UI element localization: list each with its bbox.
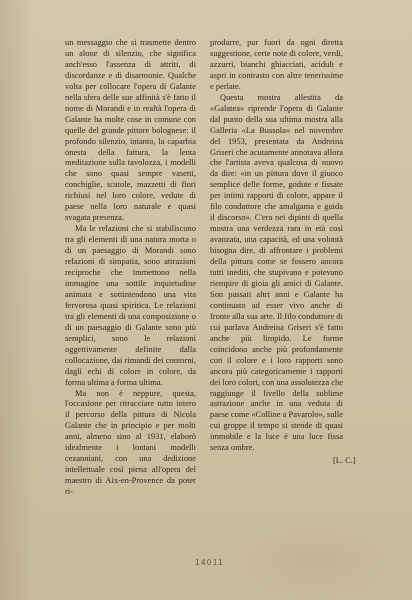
right-text-column <box>210 37 343 453</box>
page-number: 14011 <box>195 558 225 567</box>
paragraph: produrre, pur fuori da ogni diretta suggestione, certe note di colore, verdi, azzurri, bianchi ghiacciati, aciduli e aspri in contrasto con altre tenerissime e perlate. <box>210 37 343 91</box>
paragraph: Ma non è neppure, questa, l'occasione per ritracciare tutto intero il percorso della pittura di Nicola Galante che in principio e per molti anni, almeno sino al 1931, elaborò idealmente i lontani modelli cezanniani, con una dedizione intellettuale così piena all'opera del maestro di Aix-en-Provence da poter ri- <box>65 387 196 497</box>
author-signature: [L. C.] <box>333 455 356 465</box>
left-text-column <box>65 37 196 497</box>
paragraph: un messaggio che si trasmette dentro un alone di silenzio, che significa anch'esso l'assenza di attriti, di discordanze e di disarmonie. Qualche volta per collocare l'opera di Galante nella sfera delle sue affinità s'è fatto il nome di Morandi e in realtà l'opera di Galante ha molte cose in comune con quelle del grande pittore bolognese: il profondo silenzio, intanto, la caparbia onesta della fattura, la lenta meditazione sulla tavolozza, i modelli che sono quasi sempre vasetti, conchiglie, scatole, mazzetti di fiori richiusi nel loro colore, vedute di paese nella loro naturale e quasi svagata presenza. <box>65 37 196 223</box>
paragraph: Questa mostra allestita da «Galatea» riprende l'opera di Galante dal punto della sua ultima mostra alla Galleria «La Bussola» nel novembre del 1953, presentata da Andreina Griseri che acutamente annotava allora che l'artista aveva qualcosa di nuovo da dire: «in un pittura dove il giuoco semplice delle forme, godute e fissate per intimi rapporti di colore, appare il filo conduttore che amalgama e guida il discorso». C'era nei dipinti di quella mostra una verdezza rara in età così avanzata, una capacità, ed una volontà bisogna dire, di affrontare i problemi della pittura come se fossero ancora tutti inediti, che stupivano e potevano riempire di gioia gli amici di Galante. Son passati altri anni e Galante ha continuato ad esser vivo anche di fronte alla sua arte. Il filo conduttore di cui parlava Andreina Griseri s'è fatto anche più limpido. Le forme coincidono anche più profondamente con il colore e i loro rapporti sono ancora più categoricamente i rapporti dei loro colori, con una assolutezza che raggiunge il livello della sublime astrazione anche in una veduta di paese come «Colline a Pavarolo», sulle cui groppe il tempo si stende di quasi immobile e la luce è una luce fissa senza ombre. <box>210 91 343 453</box>
paragraph: Ma le relazioni che si stabiliscono tra gli elementi di una natura morta o di un paesaggio di Morandi sono relazioni di simpatia, sono attrazioni reciproche che immettono nella immagine una sottile inquietudine animata e sottintendono una vita fervorosa quasi spiritica. Le relazioni tra gli elementi di una composizione o di un paesaggio di Galante sono più semplici, sono le relazioni oggettivamente definite dalla collocazione, dai rimandi dei contorni, dagli echi di colore in colore, da forma ultima a forma ultima. <box>65 223 196 387</box>
paper-stain <box>230 520 400 600</box>
page-edge-shading <box>0 0 34 600</box>
